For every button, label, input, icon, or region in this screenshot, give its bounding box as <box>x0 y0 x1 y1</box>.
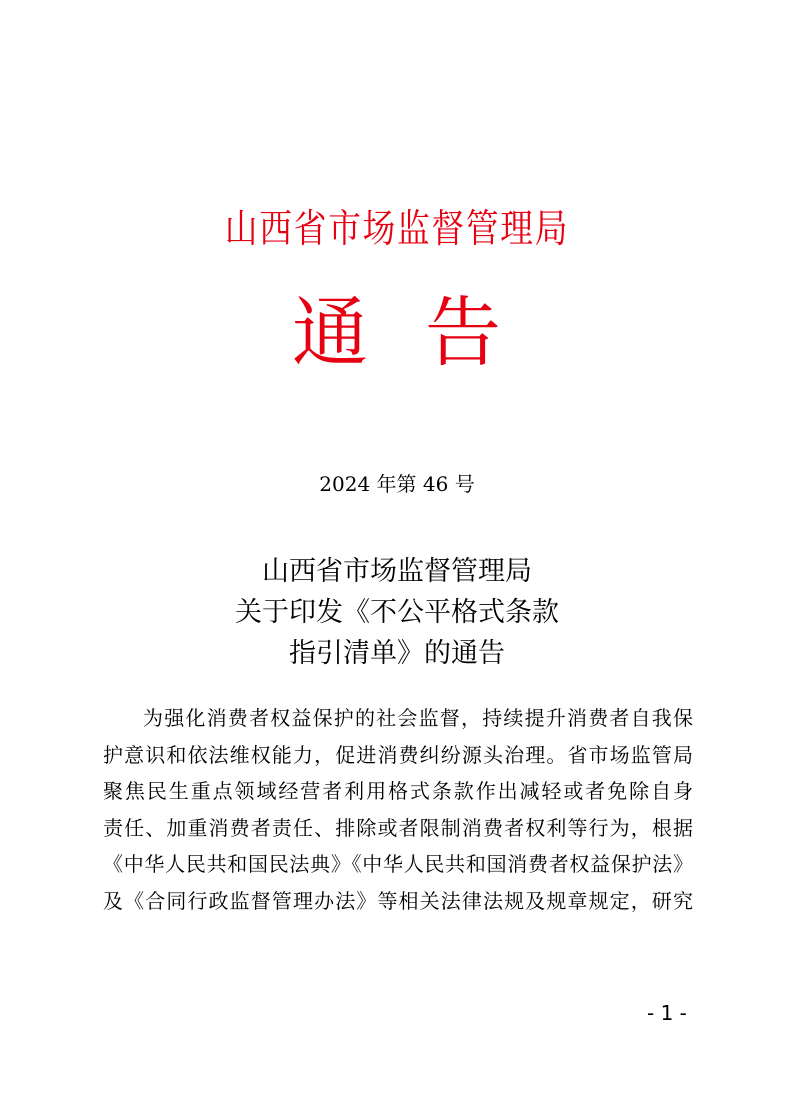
body-line-2: 护意识和依法维权能力，促进消费纠纷源头治理。省市场监管局 <box>103 742 693 767</box>
body-line-6: 及《合同行政监督管理办法》等相关法律法规及规章规定，研究 <box>103 888 693 913</box>
document-type-char-1: 通 <box>292 288 368 377</box>
body-line-3: 聚焦民生重点领域经营者利用格式条款作出减轻或者免除自身 <box>103 779 693 803</box>
body-paragraph <box>103 700 693 919</box>
title-line-2: 关于印发《不公平格式条款 <box>235 597 559 628</box>
document-number: 2024 年第 46 号 <box>319 472 475 496</box>
document-type-char-2: 告 <box>425 288 501 377</box>
document-title <box>0 551 794 674</box>
body-line-5: 《中华人民共和国民法典》《中华人民共和国消费者权益保护法》 <box>103 852 693 876</box>
document-type-header <box>0 288 794 378</box>
issuing-agency-header: 山西省市场监督管理局 <box>224 207 570 252</box>
body-line-4: 责任、加重消费者责任、排除或者限制消费者权利等行为，根据 <box>103 815 693 840</box>
title-line-1: 山西省市场监督管理局 <box>262 556 532 587</box>
title-line-3: 指引清单》的通告 <box>289 638 505 669</box>
page-number: - 1 - <box>647 1001 687 1025</box>
body-line-1: 为强化消费者权益保护的社会监督，持续提升消费者自我保 <box>143 706 693 730</box>
